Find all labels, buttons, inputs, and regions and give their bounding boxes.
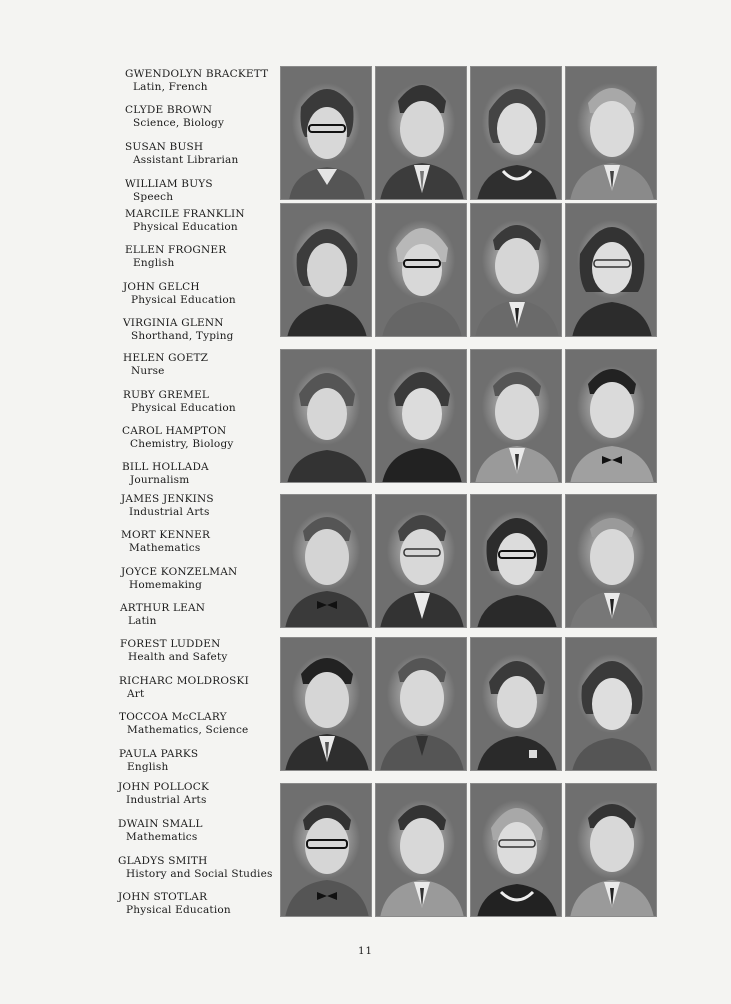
faculty-subject: Physical Education [131,401,236,414]
faculty-subject: Speech [133,190,174,203]
faculty-subject: English [127,760,169,773]
faculty-subject: Homemaking [129,578,203,591]
faculty-subject: Physical Education [133,220,238,233]
portrait-photo [280,349,372,483]
page-number: 11 [358,946,373,957]
faculty-entry [118,781,209,806]
portrait-photo [375,783,467,917]
portrait-photo [565,66,657,200]
faculty-subject: Mathematics [129,541,201,554]
faculty-name: TOCCOA McCLARY [119,711,227,723]
portrait-photo [565,349,657,483]
faculty-name: MARCILE FRANKLIN [125,208,245,220]
portrait-photo [375,66,467,200]
portrait-photo [470,349,562,483]
portrait-photo [280,783,372,917]
faculty-name: DWAIN SMALL [118,818,203,830]
faculty-name: CLYDE BROWN [125,104,213,116]
portrait-photo [375,494,467,628]
faculty-name: MORT KENNER [121,529,211,541]
faculty-name: RICHARC MOLDROSKI [119,675,249,687]
faculty-name: GWENDOLYN BRACKETT [125,68,269,80]
faculty-entry [125,208,245,233]
faculty-name: CAROL HAMPTON [122,425,227,437]
faculty-entry [125,244,226,269]
portrait-photo [375,203,467,337]
faculty-subject: Chemistry, Biology [130,437,234,450]
faculty-name: WILLIAM BUYS [125,178,213,190]
faculty-subject: English [133,256,175,269]
faculty-entry [122,425,234,450]
faculty-subject: Industrial Arts [126,793,207,806]
faculty-name: JOHN STOTLAR [118,891,208,903]
portrait-photo [375,349,467,483]
faculty-entry [123,352,208,377]
portrait-photo [470,783,562,917]
faculty-name: JOHN GELCH [123,281,200,293]
portrait-photo [565,494,657,628]
faculty-entry [121,529,210,554]
faculty-subject: Shorthand, Typing [131,329,234,342]
portrait-photo [470,203,562,337]
faculty-entry [118,855,273,880]
faculty-subject: Latin [128,614,157,627]
faculty-entry [119,711,248,736]
faculty-entry [123,281,236,306]
faculty-name: GLADYS SMITH [118,855,208,867]
faculty-entry [122,461,209,486]
faculty-entry [123,317,234,342]
portrait-photo [565,783,657,917]
faculty-entry [125,68,268,93]
faculty-subject: Health and Safety [128,650,228,663]
faculty-entry [125,104,224,129]
portrait-photo [280,494,372,628]
faculty-subject: Art [127,687,145,700]
faculty-entry [119,748,198,773]
faculty-entry [123,389,236,414]
faculty-subject: Physical Education [126,903,231,916]
portrait-photo [470,66,562,200]
portrait-photo [280,203,372,337]
faculty-entry [121,493,214,518]
faculty-subject: History and Social Studies [126,867,273,880]
faculty-name-list [0,0,280,940]
faculty-entry [120,638,228,663]
faculty-subject: Nurse [131,364,165,377]
faculty-name: HELEN GOETZ [123,352,209,364]
portrait-grid [279,66,661,922]
portrait-photo [565,203,657,337]
faculty-subject: Latin, French [133,80,208,93]
faculty-entry [125,178,213,203]
portrait-photo [375,637,467,771]
faculty-subject: Physical Education [131,293,236,306]
faculty-name: JOHN POLLOCK [118,781,210,793]
faculty-entry [120,602,205,627]
faculty-name: JOYCE KONZELMAN [121,566,238,578]
faculty-subject: Mathematics [126,830,198,843]
faculty-name: PAULA PARKS [119,748,199,760]
portrait-photo [470,637,562,771]
faculty-entry [125,141,238,166]
faculty-subject: Science, Biology [133,116,225,129]
faculty-entry [121,566,237,591]
portrait-photo [565,637,657,771]
faculty-subject: Mathematics, Science [127,723,249,736]
faculty-entry [118,818,203,843]
faculty-subject: Assistant Librarian [133,153,239,166]
faculty-name: ELLEN FROGNER [125,244,227,256]
portrait-photo [280,637,372,771]
faculty-name: JAMES JENKINS [121,493,214,505]
faculty-name: VIRGINIA GLENN [123,317,224,329]
faculty-name: ARTHUR LEAN [120,602,206,614]
portrait-photo [280,66,372,200]
faculty-entry [119,675,249,700]
faculty-entry [118,891,231,916]
faculty-subject: Industrial Arts [129,505,210,518]
faculty-name: RUBY GREMEL [123,389,210,401]
portrait-photo [470,494,562,628]
faculty-name: BILL HOLLADA [122,461,209,473]
faculty-subject: Journalism [130,473,190,486]
faculty-name: FOREST LUDDEN [120,638,221,650]
faculty-name: SUSAN BUSH [125,141,204,153]
